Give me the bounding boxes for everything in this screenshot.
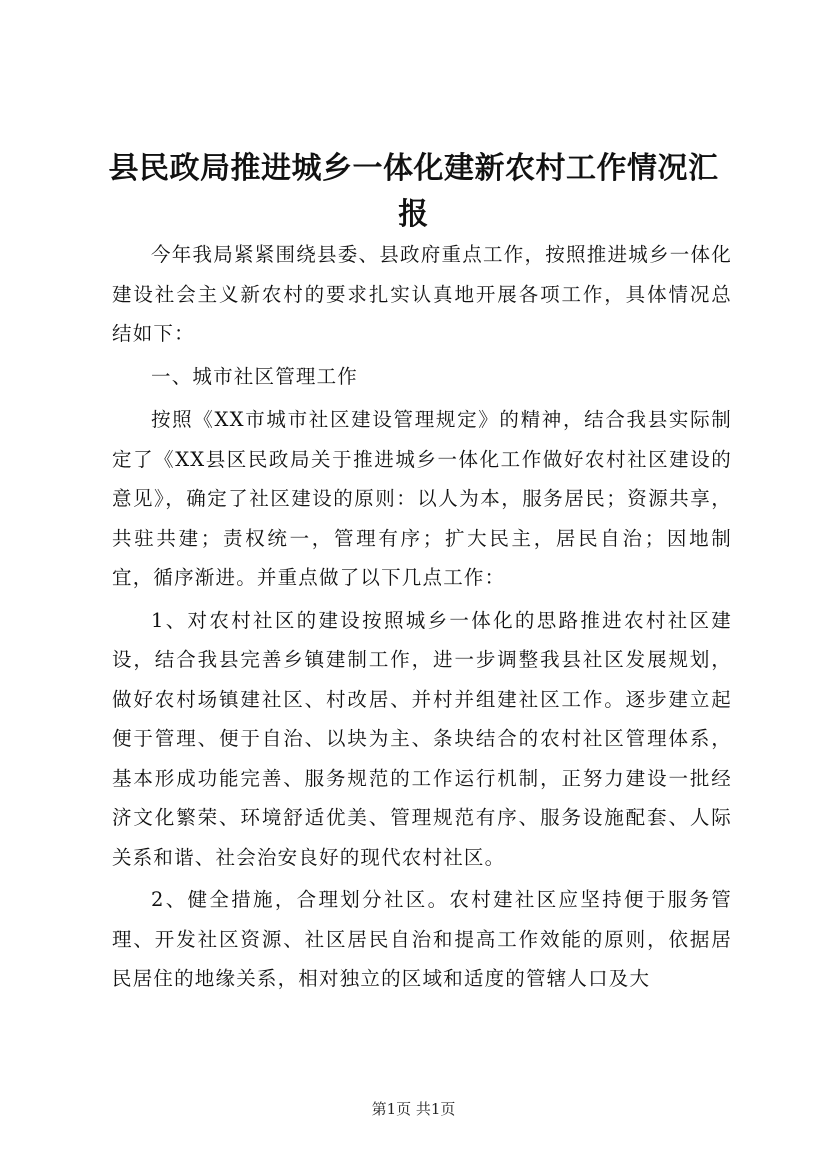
body-paragraph: 按照《XX市城市社区建设管理规定》的精神，结合我县实际制定了《XX县区民政局关于推进城乡一体化工作做好农村社区建设的意见》，确定了社区建设的原则：以人为本，服务居民；资源共享，共驻共建；责权统一，管理有序；扩大民主，居民自治；因地制宜，循序渐进。并重点做了以下几点工作： — [112, 408, 732, 589]
body-paragraph: 2、健全措施，合理划分社区。农村建社区应坚持便于服务管理、开发社区资源、社区居民自治和提高工作效能的原则，依据居民居住的地缘关系，相对独立的区域和适度的管辖人口及大 — [112, 888, 732, 990]
section-heading: 一、城市社区管理工作 — [151, 364, 359, 388]
body-paragraph: 1、对农村社区的建设按照城乡一体化的思路推进农村社区建设，结合我县完善乡镇建制工作，进一步调整我县社区发展规划，做好农村场镇建社区、村改居、并村并组建社区工作。逐步建立起便于管理、便于自治、以块为主、条块结合的农村社区管理体系，基本形成功能完善、服务规范的工作运行机制，正努力建设一批经济文化繁荣、环境舒适优美、管理规范有序、服务设施配套、人际关系和谐、社会治安良好的现代农村社区。 — [112, 608, 732, 869]
intro-paragraph: 今年我局紧紧围绕县委、县政府重点工作，按照推进城乡一体化建设社会主义新农村的要求扎实认真地开展各项工作，具体情况总结如下： — [112, 243, 732, 345]
document-body — [112, 235, 732, 1002]
document-title: 县民政局推进城乡一体化建新农村工作情况汇报 — [108, 151, 719, 232]
page-footer: 第1页 共1页 — [371, 1100, 456, 1118]
